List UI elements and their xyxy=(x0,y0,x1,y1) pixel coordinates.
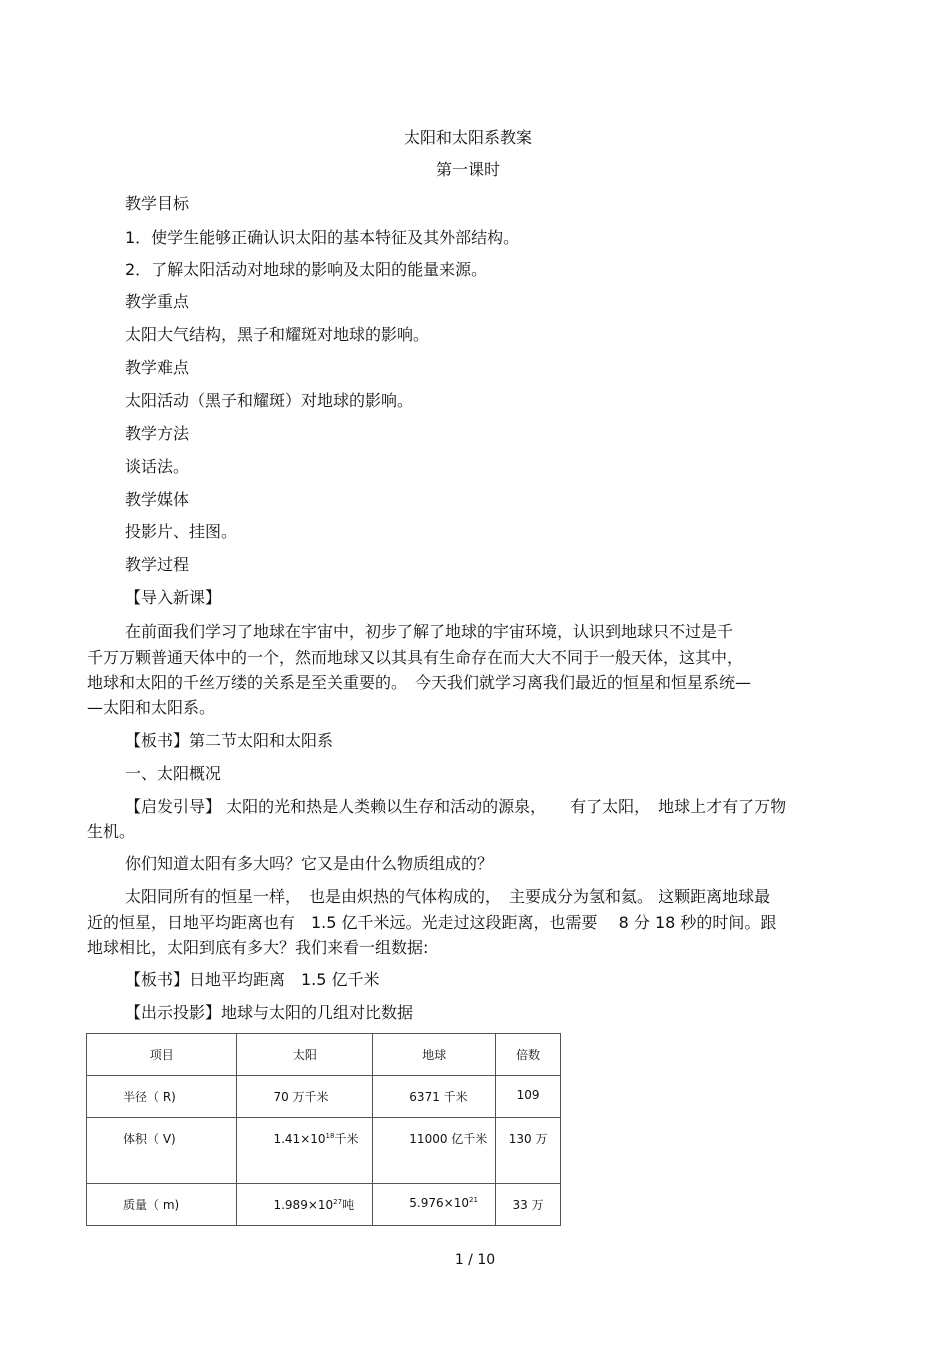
table-cell-earth: 11000 亿千米 xyxy=(373,1118,496,1184)
table-cell-ratio: 130 万 xyxy=(496,1118,561,1184)
table-cell-sun: $1.41\times 10^{18}$千米 xyxy=(237,1118,373,1184)
sun-line-1: 太阳同所有的恒星一样， 也是由炽热的气体构成的， 主要成分为氢和氦。 这颗距离地球最 xyxy=(125,887,771,906)
method-heading: 教学方法 xyxy=(125,424,190,443)
intro-line-1: 在前面我们学习了地球在宇宙中，初步了解了地球的宇宙环境，认识到地球只不过是千 xyxy=(125,622,734,641)
intro-line-2: 千万万颗普通天体中的一个，然而地球又以其具有生命存在而大大不同于一般天体，这其中， xyxy=(87,648,744,667)
table-cell-earth: 6371 千米 xyxy=(373,1076,496,1118)
table-cell-item: 半径（ R) xyxy=(87,1076,237,1118)
table-cell-item: 体积（ V) xyxy=(87,1118,237,1184)
process-heading: 教学过程 xyxy=(125,555,190,574)
page-number: 1 / 10 xyxy=(454,1252,496,1268)
comparison-table xyxy=(86,1033,561,1226)
table-header-cell: 地球 xyxy=(373,1034,496,1076)
key-text: 太阳大气结构，黑子和耀斑对地球的影响。 xyxy=(125,325,430,344)
intro-line-4: —太阳和太阳系。 xyxy=(87,698,216,717)
method-text: 谈话法。 xyxy=(125,457,190,476)
table-header-cell: 倍数 xyxy=(496,1034,561,1076)
question-text: 你们知道太阳有多大吗？它又是由什么物质组成的？ xyxy=(125,854,494,873)
intro-line-3: 地球和太阳的千丝万缕的关系是至关重要的。 今天我们就学习离我们最近的恒星和恒星系统— xyxy=(87,673,752,692)
key-heading: 教学重点 xyxy=(125,292,190,311)
document-subtitle: 第一课时 xyxy=(435,160,500,179)
document-title: 太阳和太阳系教案 xyxy=(403,128,532,147)
goal-1: 1．使学生能够正确认识太阳的基本特征及其外部结构。 xyxy=(125,228,520,247)
table-header-cell: 太阳 xyxy=(237,1034,373,1076)
table-cell-ratio: 109 xyxy=(496,1076,561,1118)
sun-line-3: 地球相比，太阳到底有多大？我们来看一组数据: xyxy=(87,938,429,957)
board-heading-2: 【板书】日地平均距离 1.5 亿千米 xyxy=(125,970,380,989)
projection-heading: 【出示投影】地球与太阳的几组对比数据 xyxy=(125,1003,414,1022)
difficulty-heading: 教学难点 xyxy=(125,358,190,377)
table-row xyxy=(87,1184,561,1226)
table-cell-ratio: 33 万 xyxy=(496,1184,561,1226)
goal-2: 2．了解太阳活动对地球的影响及太阳的能量来源。 xyxy=(125,260,488,279)
sun-line-2: 近的恒星，日地平均距离也有 1.5 亿千米远。光走过这段距离，也需要 8 分 18 秒的时间。跟 xyxy=(87,913,777,932)
table-cell-sun: $1.989\times 10^{27}$吨 xyxy=(237,1184,373,1226)
guide-line-1: 【启发引导】 太阳的光和热是人类赖以生存和活动的源泉， 有了太阳， 地球上才有了万物 xyxy=(125,797,787,816)
table-cell-sun: 70 万千米 xyxy=(237,1076,373,1118)
table-cell-item: 质量（ m) xyxy=(87,1184,237,1226)
table-cell-earth: $5.976\times 10^{21}$ xyxy=(373,1184,496,1226)
media-heading: 教学媒体 xyxy=(125,490,190,509)
goals-heading: 教学目标 xyxy=(125,194,190,213)
table-header-row xyxy=(87,1034,561,1076)
table-header-cell: 项目 xyxy=(87,1034,237,1076)
table-row xyxy=(87,1118,561,1184)
section-heading-1: 一、太阳概况 xyxy=(125,764,222,783)
intro-heading: 【导入新课】 xyxy=(125,588,222,607)
board-heading-1: 【板书】第二节太阳和太阳系 xyxy=(125,731,334,750)
guide-line-2: 生机。 xyxy=(87,822,136,841)
table-row xyxy=(87,1076,561,1118)
difficulty-text: 太阳活动（黑子和耀斑）对地球的影响。 xyxy=(125,391,414,410)
media-text: 投影片、挂图。 xyxy=(125,522,238,541)
